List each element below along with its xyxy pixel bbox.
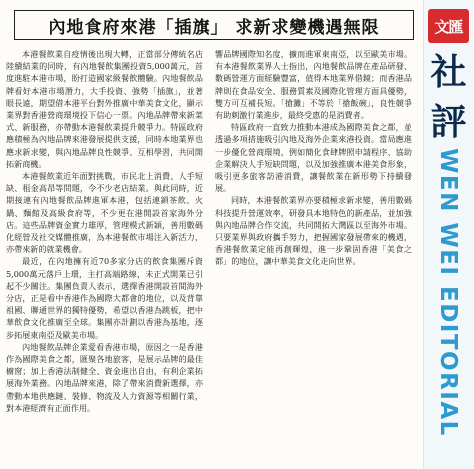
paragraph: 特區政府一直致力推動本港成為國際美食之都，並透過多項措施吸引內地及海外企業來港投資。當局應進一步優化營商環境，例如簡化食肆牌照申請程序、協助企業解決人手短缺問題，以及加強推廣本港美食形象，吸引更多旅客訪港消費，讓餐飲業在新形勢下持續發展。 xyxy=(215,122,412,194)
paragraph: 同時，本港餐飲業界亦要積極求新求變，善用數碼科技提升營運效率，研發具本地特色的新產品，並加強與內地品牌合作交流，共同開拓大灣區以至海外市場。只要業界與政府攜手努力，把握國家發展帶來的機遇，香港餐飲業定能再創輝煌，進一步鞏固香港「美食之都」的地位，讓中華美食文化走向世界。 xyxy=(215,195,412,267)
paragraph: 本港餐飲業自疫情後出現大轉，正當部分傳統名店陸續結業的同時，有內地餐飲集團投資5,000萬元，首度進駐本港市場，盼打造國家級餐飲體驗。內地餐飲品牌看好本港市場潛力，大手投資、強勢「插旗」，並著眼長遠，期望借本港平台對外推廣中華美食文化，顯示業界對香港營商環境投下信心一票。內地品牌帶來新菜式、新服務，亦帶動本港餐飲業提升競爭力。特區政府應積極為內地品牌來港發展提供支援，同時本地業界也應求新求變，與內地品牌良性競爭、互相學習，共同開拓新商機。 xyxy=(6,49,203,169)
paragraph: 響品牌國際知名度，擴而進軍東南亞，以至歐美市場。有本港餐飲業界人士指出，內地餐飲品牌在產品研發、數碼營運方面經驗豐富，值得本地業界借鏡；而香港品牌則在食品安全、服務質素及國際化管理方面具優勢，雙方可互補長短。「搶灘」不等於「搶飯碗」，良性競爭有助刺激行業進步，最終受惠的是消費者。 xyxy=(215,49,412,121)
section-title-char-2: 評 xyxy=(430,100,467,143)
paragraph: 本港餐飲業近年面對挑戰，市民北上消費、人手短缺、租金高昂等問題，令不少老店結業。與此同時，近期接連有內地餐飲品牌進軍本港，包括連鎖茶飲、火鍋、麵館及高級食府等，不少更在港開設首家海外分店。這些品牌資金實力雄厚，管理模式新穎，善用數碼化經營及社交媒體推廣，為本港餐飲市場注入新活力，亦帶來新的就業機會。 xyxy=(6,171,203,255)
english-section-title xyxy=(431,148,465,458)
english-section-title-text: WEN WEI EDITORIAL xyxy=(435,148,461,437)
paragraph: 最近，在內地擁有近70多家分店的飲食集團斥資5,000萬元落戶上環，主打高端路線，未正式開業已引起不少關注。集團負責人表示，選擇香港開設首間海外分店，正是看中香港作為國際大都會的地位，以及背靠祖國、聯通世界的獨特優勢，希望以香港為跳板，把中華飲食文化推廣至全球。集團亦計劃以香港為基地，逐步拓展東南亞及歐美市場。 xyxy=(6,256,203,340)
wenwei-logo: 文匯 xyxy=(428,9,469,43)
right-column xyxy=(215,48,412,469)
section-title-char-1: 社 xyxy=(430,50,467,93)
left-column xyxy=(6,48,203,469)
headline: 內地食府來港「插旗」 求新求變機遇無限 xyxy=(14,10,414,40)
article-body xyxy=(6,48,416,469)
paragraph: 內地餐飲品牌企業愛看香港市場，原因之一是香港作為國際美食之都，匯聚各地旅客，是展示品牌的最佳櫥窗；加上香港法制健全、資金進出自由，有利企業拓展海外業務。內地品牌來港，除了帶來消費新選擇，亦帶動本地供應鏈、裝修、物流及人力資源等相關行業，對本港經濟有正面作用。 xyxy=(6,341,203,413)
